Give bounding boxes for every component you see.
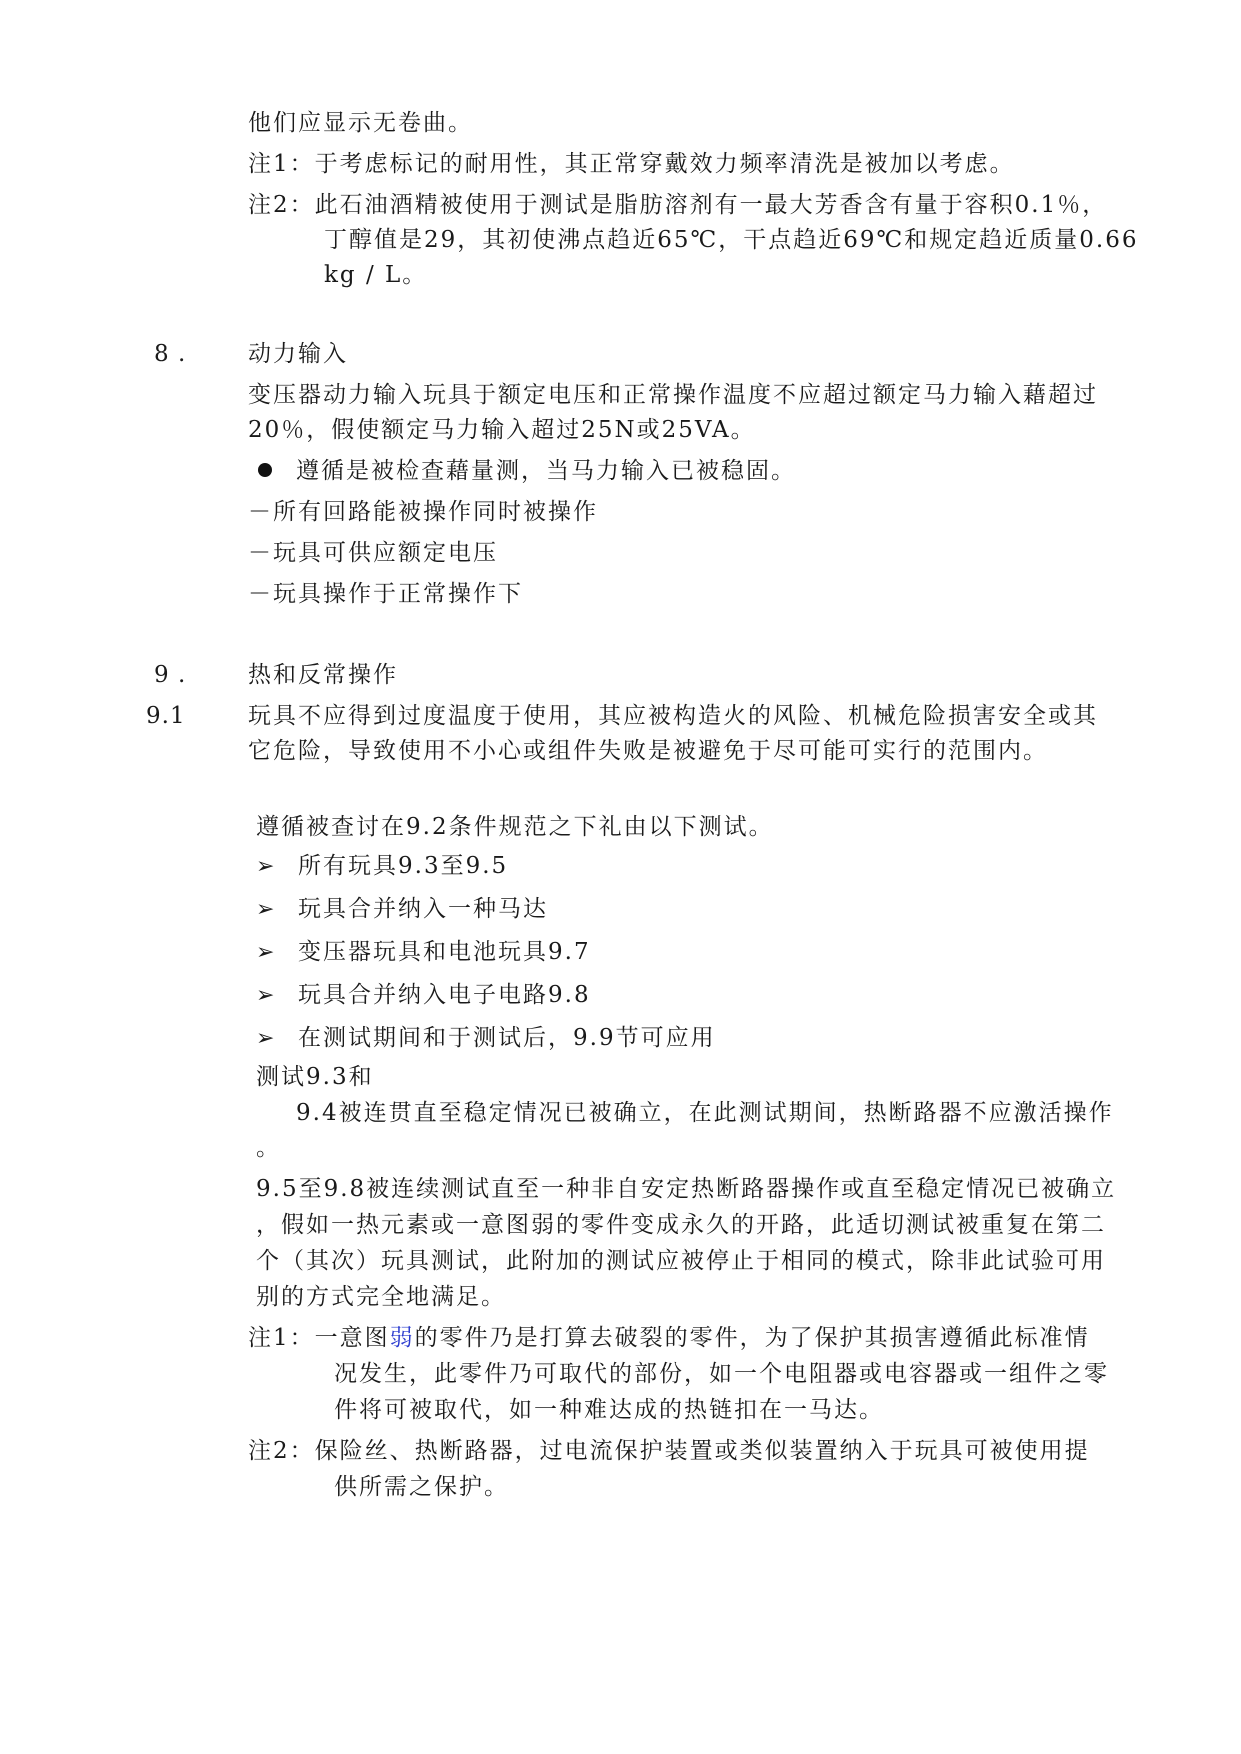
text-line: 20％，假使额定马力输入超过25N或25VA。 [248,417,756,443]
note-line: kg / L。 [324,262,428,288]
arrow-bullet-icon: ➢ [256,897,277,922]
arrow-bullet-icon: ➢ [256,854,277,879]
list-item: －玩具可供应额定电压 [248,540,498,566]
note-line: 注1：于考虑标记的耐用性，其正常穿戴效力频率清洗是被加以考虑。 [248,151,1015,177]
text-line: ，假如一热元素或一意图弱的零件变成永久的开路，此适切测试被重复在第二 [256,1212,1106,1238]
note-prefix: 注1：一意图 [248,1325,390,1351]
note-line: 件将可被取代，如一种难达成的热链扣在一马达。 [334,1397,884,1423]
note-line: 丁醇值是29，其初使沸点趋近65℃，干点趋近69℃和规定趋近质量0.66 [324,227,1139,253]
text-line: 玩具不应得到过度温度于使用，其应被构造火的风险、机械危险损害安全或其 [248,703,1098,729]
section-number: 8 . [154,341,187,367]
list-item: －所有回路能被操作同时被操作 [248,499,598,525]
list-item: 所有玩具9.3至9.5 [298,853,509,879]
subsection-number: 9.1 [146,703,186,729]
section-title: 热和反常操作 [248,662,398,688]
text-line: 个（其次）玩具测试，此附加的测试应被停止于相同的模式，除非此试验可用 [256,1248,1106,1274]
note-line: 况发生，此零件乃可取代的部份，如一个电阻器或电容器或一组件之零 [334,1361,1109,1387]
note-line [248,1327,1090,1350]
text-line: 他们应显示无卷曲。 [248,110,473,136]
list-item: 玩具合并纳入一种马达 [298,896,548,922]
note-line: 供所需之保护。 [334,1474,509,1500]
section-number: 9 . [154,662,187,688]
list-item: 变压器玩具和电池玩具9.7 [298,939,591,965]
list-item: 玩具合并纳入电子电路9.8 [298,982,591,1008]
text-line: 9.4被连贯直至稳定情况已被确立，在此测试期间，热断路器不应激活操作 [296,1100,1114,1126]
note-line: 注2：此石油酒精被使用于测试是脂肪溶剂有一最大芳香含有量于容积0.1％， [248,192,1108,218]
text-line: 别的方式完全地满足。 [256,1284,506,1310]
arrow-bullet-icon: ➢ [256,940,277,965]
text-line: 它危险，导致使用不小心或组件失败是被避免于尽可能可实行的范围内。 [248,738,1048,764]
text-line: 。 [256,1135,281,1161]
text-line: 变压器动力输入玩具于额定电压和正常操作温度不应超过额定马力输入藉超过 [248,382,1098,408]
arrow-bullet-icon: ➢ [256,983,277,1008]
note-text: 的零件乃是打算去破裂的零件，为了保护其损害遵循此标准情 [414,1325,1090,1351]
list-item: 在测试期间和于测试后，9.9节可应用 [298,1025,716,1051]
section-title: 动力输入 [248,341,348,367]
text-line: 测试9.3和 [256,1064,374,1090]
bullet-text: 遵循是被检查藉量测，当马力输入已被稳固。 [296,458,796,484]
bullet-icon [258,463,272,477]
note-line: 注2：保险丝、热断路器，过电流保护装置或类似装置纳入于玩具可被使用提 [248,1438,1090,1464]
text-line: 遵循被查讨在9.2条件规范之下礼由以下测试。 [256,814,774,840]
text-line: 9.5至9.8被连续测试直至一种非自安定热断路器操作或直至稳定情况已被确立 [256,1176,1117,1202]
list-item: －玩具操作于正常操作下 [248,581,523,607]
arrow-bullet-icon: ➢ [256,1026,277,1051]
highlighted-word: 弱 [389,1325,415,1351]
